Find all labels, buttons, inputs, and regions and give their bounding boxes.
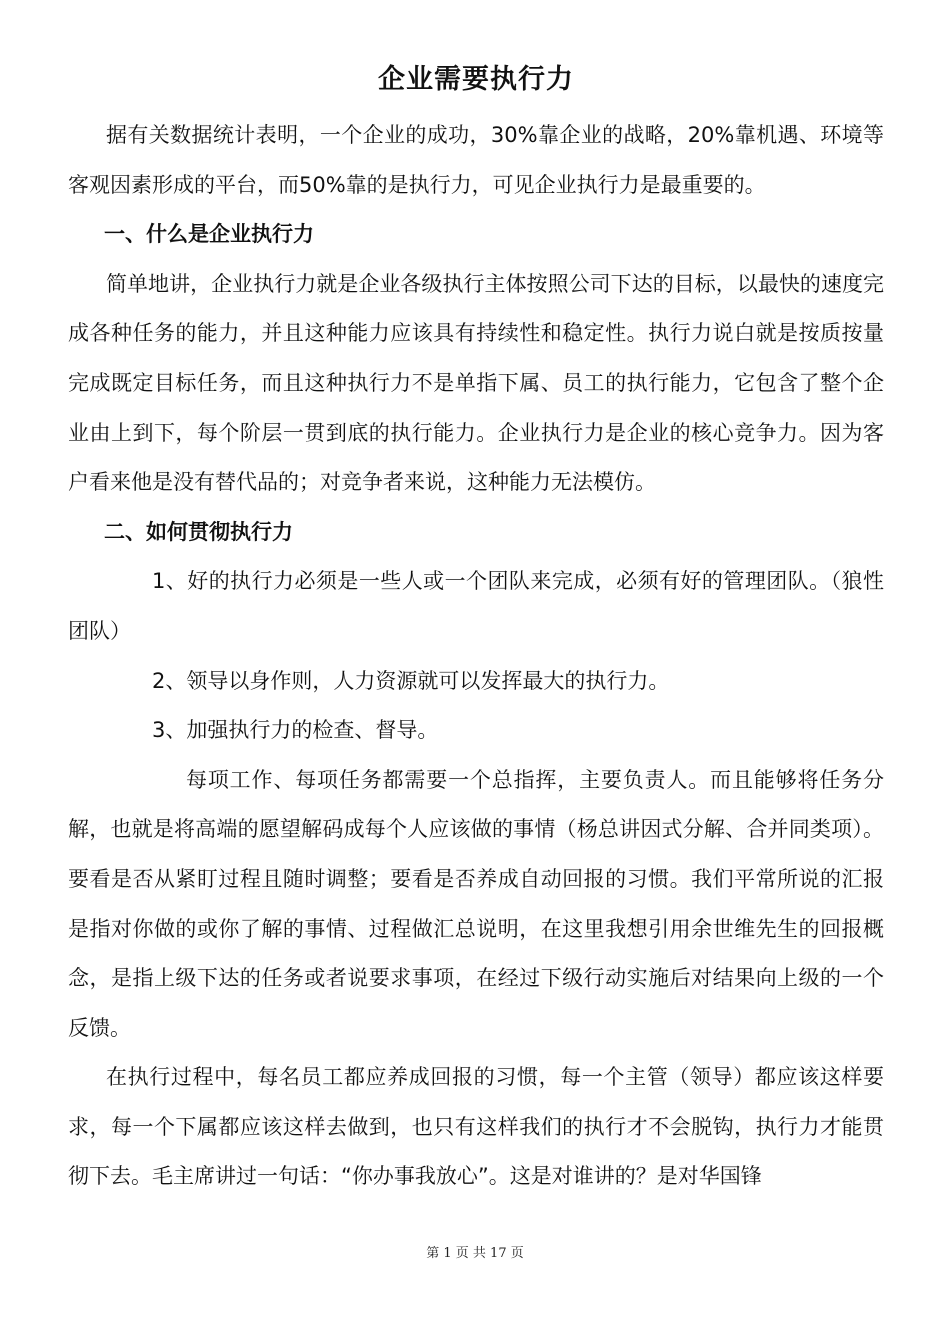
paragraph-task-breakdown: 每项工作、每项任务都需要一个总指挥，主要负责人。而且能够将任务分解，也就是将高端的愿望解码成每个人应该做的事情（杨总讲因式分解、合并同类项）。要看是否从紧盯过程且随时调整；要看是否养成自动回报的习惯。我们平常所说的汇报是指对你做的或你了解的事情、过程做汇总说明，在这里我想引用余世维先生的回报概念，是指上级下达的任务或者说要求事项，在经过下级行动实施后对结果向上级的一个反馈。: [68, 767, 884, 1040]
paragraph-definition: 简单地讲，企业执行力就是企业各级执行主体按照公司下达的目标，以最快的速度完成各种任务的能力，并且这种能力应该具有持续性和稳定性。执行力说白就是按质按量完成既定目标任务，而且这种执行力不是单指下属、员工的执行能力，它包含了整个企业由上到下，每个阶层一贯到底的执行能力。企业执行力是企业的核心竞争力。因为客户看来他是没有替代品的；对竞争者来说，这种能力无法模仿。: [68, 271, 884, 495]
document-title: 企业需要执行力: [378, 64, 574, 95]
section-heading-2: 二、如何贯彻执行力: [104, 519, 293, 544]
paragraph-report-habit: 在执行过程中，每名员工都应养成回报的习惯，每一个主管（领导）都应该这样要求，每一个下属都应该这样去做到，也只有这样我们的执行才不会脱钩，执行力才能贯彻下去。毛主席讲过一句话：“你办事我放心”。这是对谁讲的？是对华国锋: [68, 1065, 884, 1189]
list-item-1: 1、好的执行力必须是一些人或一个团队来完成，必须有好的管理团队。（狼性团队）: [68, 569, 884, 643]
document-body: [68, 111, 884, 1202]
page-number-footer: 第 1 页 共 17 页: [426, 1246, 524, 1261]
section-heading-1: 一、什么是企业执行力: [104, 222, 314, 247]
list-item-2: 2、领导以身作则，人力资源就可以发挥最大的执行力。: [152, 668, 670, 693]
paragraph-intro: 据有关数据统计表明，一个企业的成功，30%靠企业的战略，20%靠机遇、环境等客观因素形成的平台，而50%靠的是执行力，可见企业执行力是最重要的。: [68, 123, 884, 197]
list-item-3: 3、加强执行力的检查、督导。: [152, 718, 439, 743]
